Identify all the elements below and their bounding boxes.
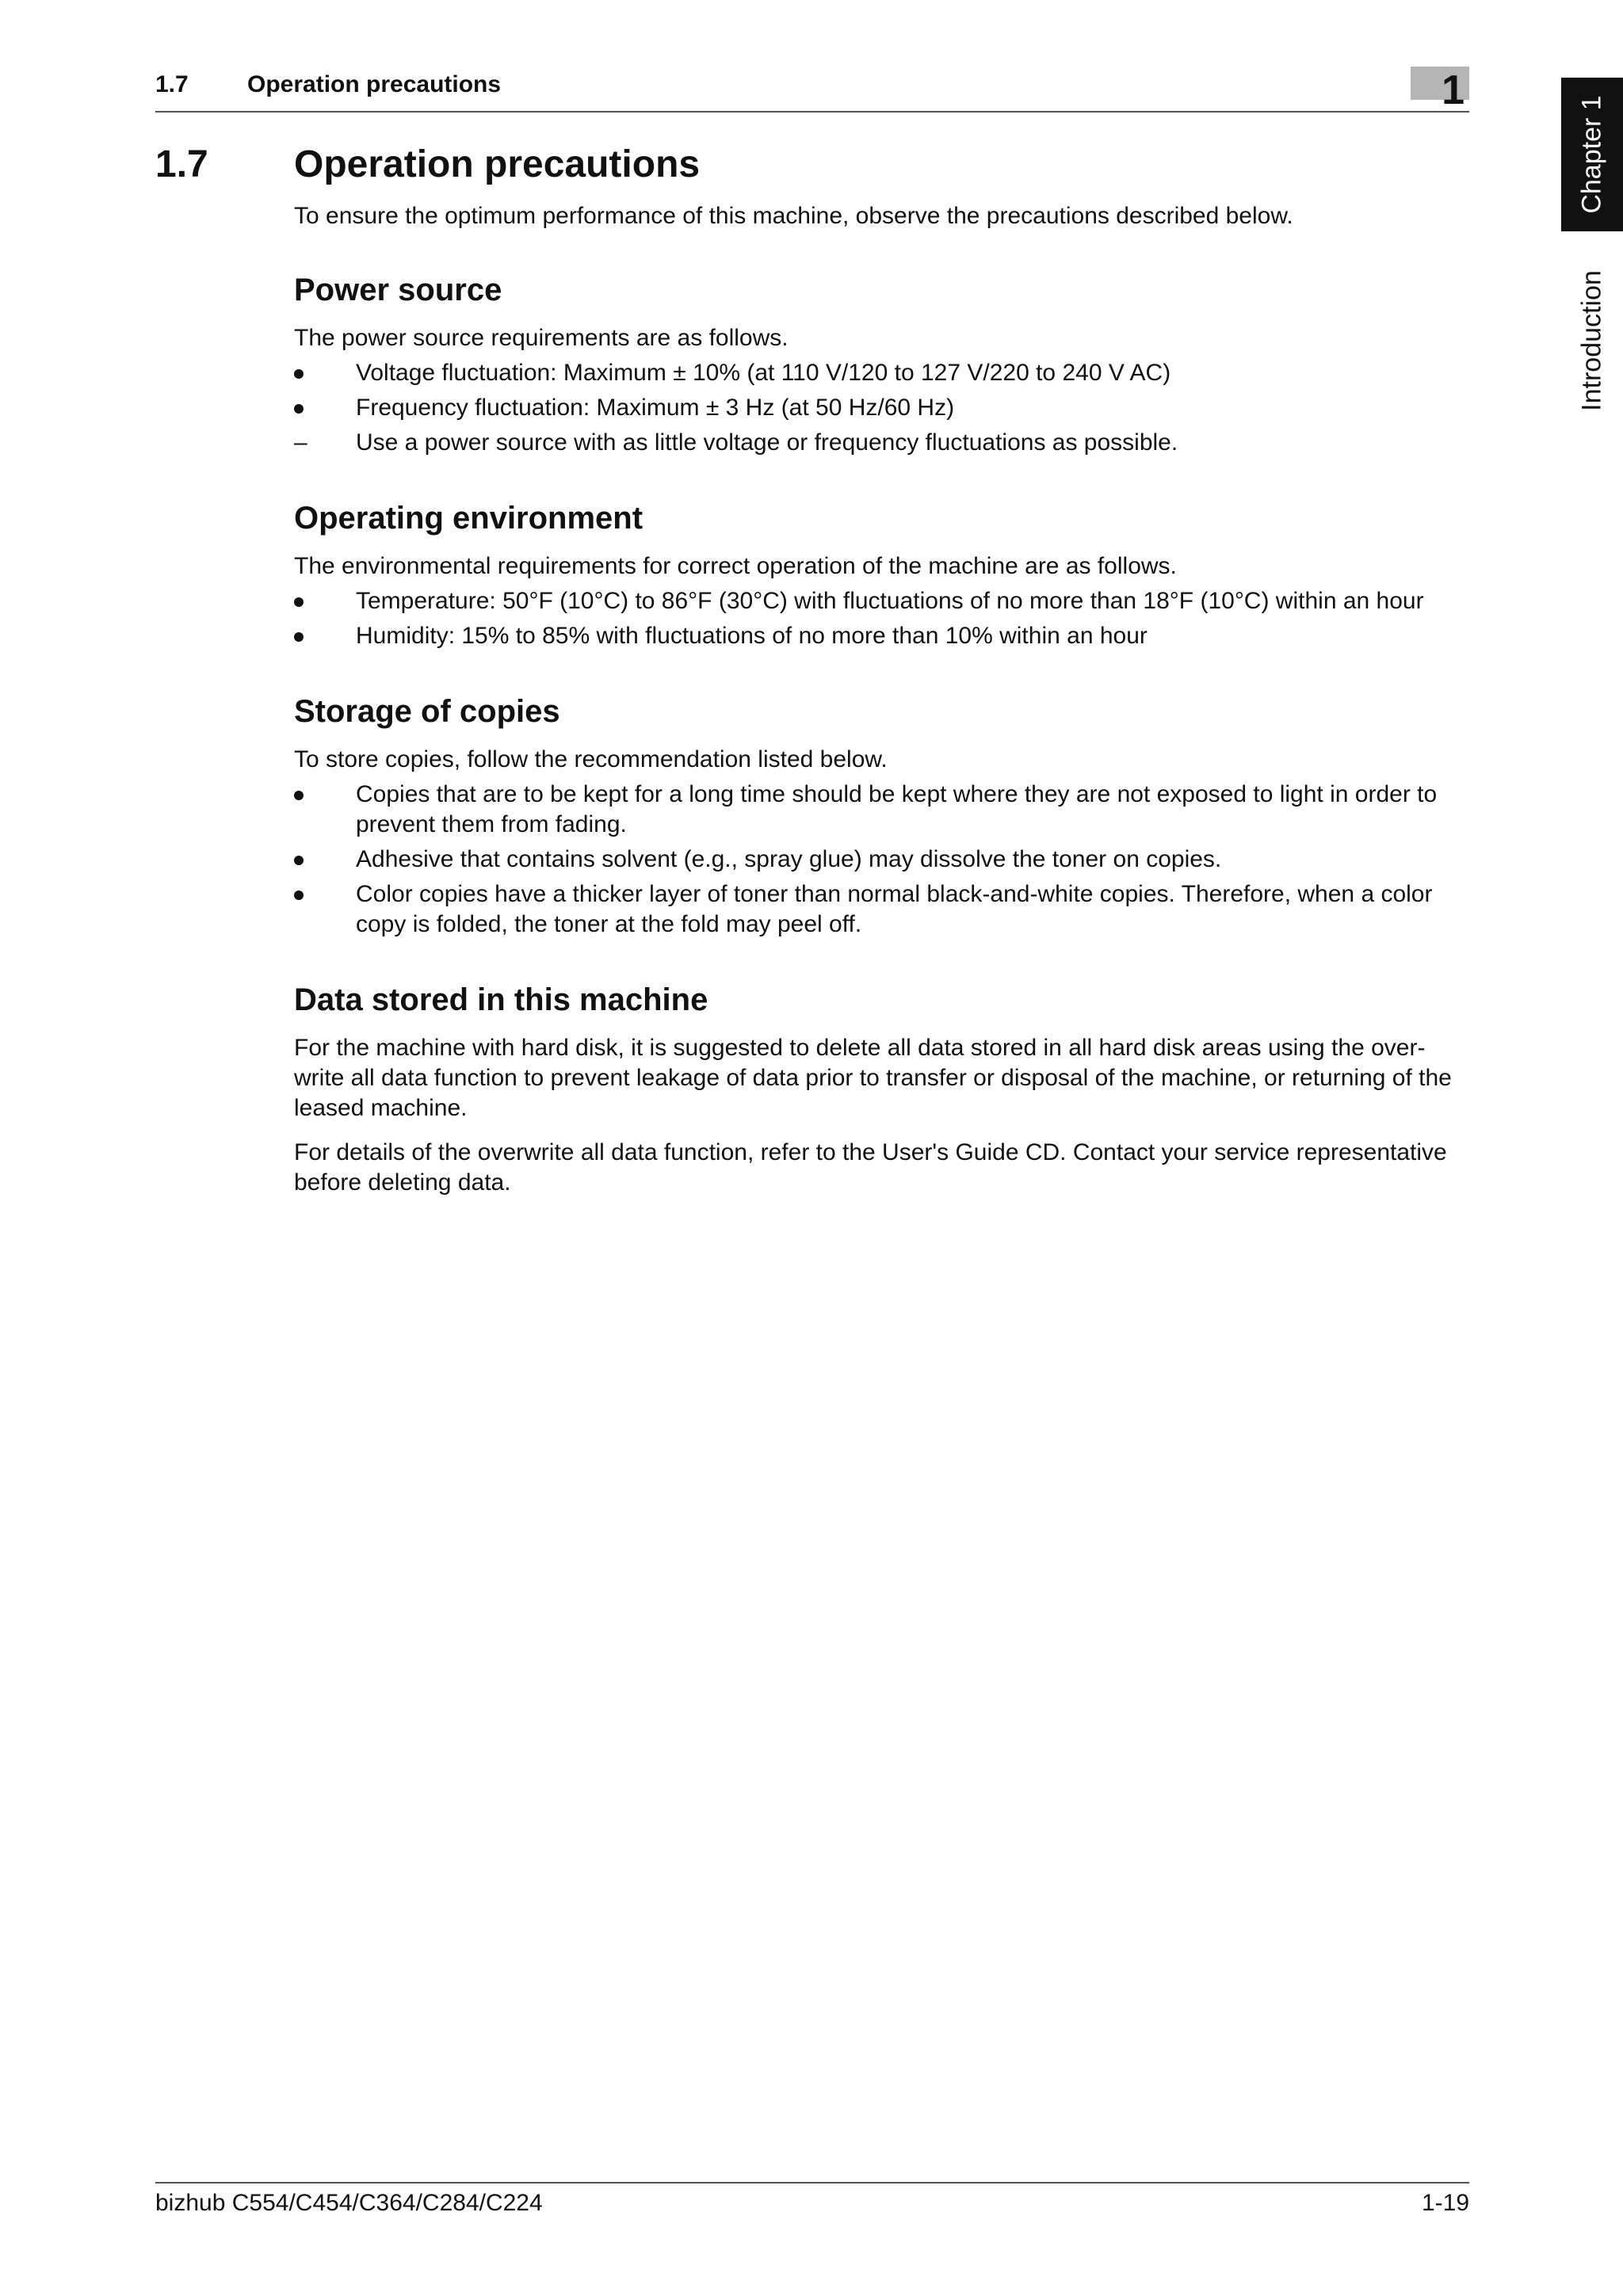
- list-item: [294, 393, 1470, 423]
- side-tab-section: [1561, 238, 1623, 444]
- list-item: [294, 845, 1470, 875]
- list-item: [294, 586, 1470, 616]
- list-item: [294, 780, 1470, 840]
- data-stored-heading: Data stored in this machine: [294, 982, 708, 1017]
- power-source-heading: Power source: [294, 273, 502, 307]
- bullet-icon: [294, 856, 304, 865]
- data-stored-paragraph: For the machine with hard disk, it is suggested to delete all data stored in all hard disk areas using the over-write all data function to prevent leakage of data prior to transfer or disposal of the machine, or returning of the leased machine.: [294, 1035, 1452, 1121]
- side-tab-section-label: Introduction: [1576, 270, 1607, 411]
- bullet-icon: [294, 891, 304, 900]
- storage-of-copies-list: [294, 780, 1470, 940]
- list-item: [294, 358, 1470, 388]
- power-source-list: [294, 358, 1470, 458]
- list-item-text: Frequency fluctuation: Maximum ± 3 Hz (at 50 Hz/60 Hz): [356, 395, 955, 421]
- data-stored-paragraph: For details of the overwrite all data function, refer to the User's Guide CD. Contact your service representative before deleting data.: [294, 1139, 1447, 1196]
- header-section-number: 1.7: [155, 71, 189, 97]
- bullet-icon: [294, 791, 304, 800]
- list-item-text: Voltage fluctuation: Maximum ± 10% (at 110 V/120 to 127 V/220 to 240 V AC): [356, 360, 1171, 386]
- list-item: [294, 879, 1470, 940]
- footer-model: bizhub C554/C454/C364/C284/C224: [155, 2190, 543, 2216]
- page-title: Operation precautions: [294, 143, 701, 185]
- bullet-icon: [294, 369, 304, 379]
- page-footer: [155, 2182, 1469, 2216]
- dash-marker: –: [294, 429, 307, 456]
- power-source-lead: The power source requirements are as follows.: [294, 325, 789, 351]
- data-stored-section: [294, 981, 1470, 1198]
- list-item-text: Use a power source with as little voltage or frequency fluctuations as possible.: [356, 429, 1178, 456]
- operating-environment-lead: The environmental requirements for correct operation of the machine are as follows.: [294, 553, 1177, 579]
- list-item-text: Color copies have a thicker layer of toner than normal black-and-white copies. Therefore, when a color copy is folded, the toner at the fold may peel off.: [356, 881, 1433, 937]
- storage-of-copies-heading: Storage of copies: [294, 694, 560, 729]
- list-item: [294, 428, 1470, 458]
- storage-of-copies-lead: To store copies, follow the recommendation listed below.: [294, 746, 888, 772]
- bullet-icon: [294, 404, 304, 414]
- bullet-icon: [294, 632, 304, 642]
- side-tab-chapter-label: Chapter 1: [1576, 95, 1607, 214]
- list-item-text: Temperature: 50°F (10°C) to 86°F (30°C) with fluctuations of no more than 18°F (10°C) within an hour: [356, 588, 1424, 614]
- operating-environment-heading: Operating environment: [294, 501, 643, 536]
- main-content: [294, 201, 1470, 1239]
- storage-of-copies-section: [294, 692, 1470, 940]
- header-chapter-number: 1: [1442, 67, 1465, 113]
- page-section-number: 1.7: [155, 143, 208, 185]
- intro-paragraph: To ensure the optimum performance of this machine, observe the precautions described below.: [294, 203, 1293, 229]
- list-item-text: Humidity: 15% to 85% with fluctuations of no more than 10% within an hour: [356, 623, 1148, 649]
- operating-environment-list: [294, 586, 1470, 651]
- header-section-title: Operation precautions: [247, 71, 502, 97]
- operating-environment-section: [294, 499, 1470, 651]
- running-header: [155, 68, 1469, 113]
- bullet-icon: [294, 597, 304, 607]
- list-item: [294, 621, 1470, 651]
- power-source-section: [294, 271, 1470, 458]
- list-item-text: Copies that are to be kept for a long time should be kept where they are not exposed to light in order to prevent them from fading.: [356, 781, 1438, 837]
- footer-page-number: 1-19: [1421, 2190, 1469, 2216]
- list-item-text: Adhesive that contains solvent (e.g., spray glue) may dissolve the toner on copies.: [356, 846, 1222, 872]
- side-tab-chapter: [1561, 78, 1623, 231]
